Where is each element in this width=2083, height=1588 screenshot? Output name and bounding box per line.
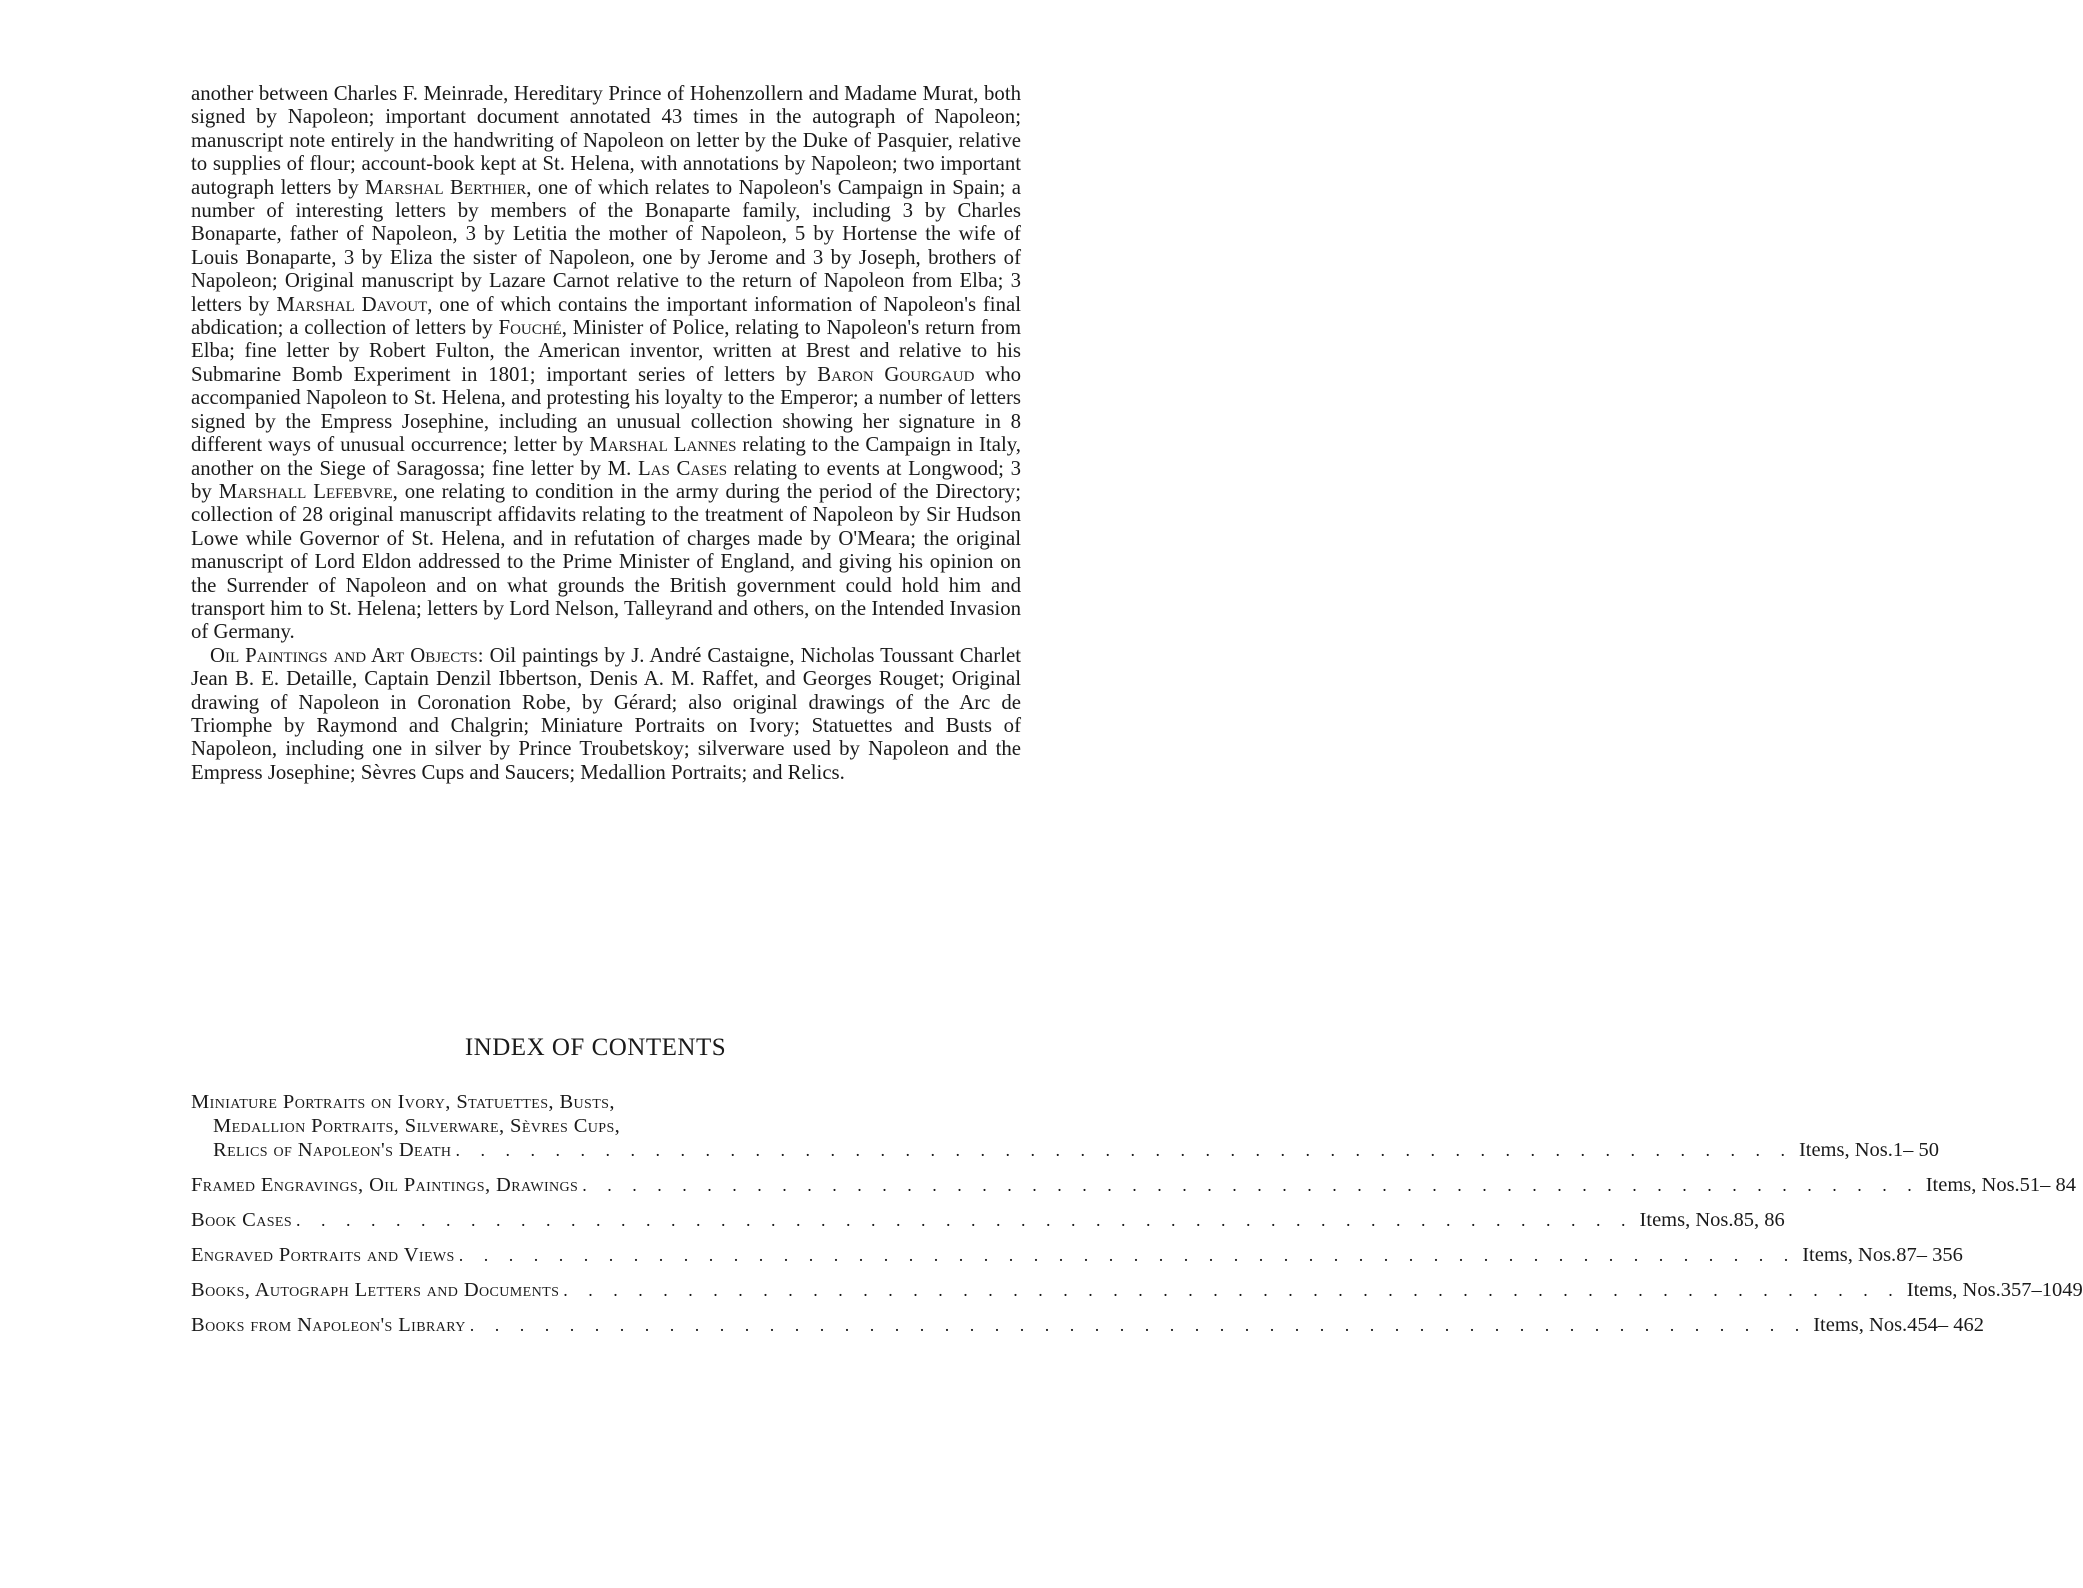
index-entry-napoleon-library <box>191 1313 1985 1337</box>
name-marshal-lannes: Marshal Lannes <box>589 433 737 457</box>
text-run: , Minister of Police, relating to Napoleon's return from Elba; fine letter by Robert Fulton, the American inventor, written at Brest and relative to his Submarine Bomb Experiment in 1801; important series of letters by <box>191 316 1021 386</box>
index-entry-label: Miniature Portraits on Ivory, Statuettes, Busts, <box>191 1091 615 1113</box>
spacer <box>191 1162 1023 1173</box>
index-entry-engraved-portraits <box>191 1243 1963 1267</box>
name-baron-gourgaud: Baron Gourgaud <box>817 362 975 386</box>
spacer <box>191 1232 1023 1243</box>
text-run: : Oil paintings by J. André Castaigne, Nicholas Toussant Charlet Jean B. E. Detaille, Captain Denzil Ibbertson, Denis A. M. Raffet, and Georges Rouget; Original drawing of Napoleon in Coronation Robe, by Gérard; also original drawings of the Arc de Triomphe by Raymond and Chalgrin; Miniature Portraits on Ivory; Statuettes and Busts of Napoleon, including one in silver by Prince Troubetskoy; silverware used by Napoleon and the Empress Josephine; Sèvres Cups and Saucers; Medallion Portraits; and Relics. <box>191 643 1021 784</box>
index-entry-line <box>191 1278 2083 1302</box>
index-entry-line <box>191 1208 1785 1232</box>
items-label: Items, Nos. <box>1639 1209 1734 1231</box>
item-range: 454– 462 <box>1907 1314 1985 1336</box>
item-range: 357–1049 <box>2000 1279 2083 1301</box>
item-range: 87– 356 <box>1896 1244 1963 1266</box>
index-entry-label: Books, Autograph Letters and Documents <box>191 1279 560 1301</box>
name-marshall-lefebvre: Marshall Lefebvre <box>218 479 393 503</box>
dot-leader: . . . . . . . . . . . . . . . . . . . . . . . . . . . . . . . . . . . . . . . . . . . . . . . . . . . . . . <box>469 1315 1808 1335</box>
item-range: 85, 86 <box>1733 1209 1785 1231</box>
item-range: 51– 84 <box>2019 1174 2077 1196</box>
index-entry-books-autographs <box>191 1278 2083 1302</box>
items-label: Items, Nos. <box>1802 1244 1897 1266</box>
spacer <box>191 1197 1023 1208</box>
index-entry-label: Relics of Napoleon's Death <box>213 1139 452 1161</box>
text-run: , one of which contains the important information of Napoleon's final abdication; a collection of letters by <box>191 292 1021 340</box>
dot-leader: . . . . . . . . . . . . . . . . . . . . . . . . . . . . . . . . . . . . . . . . . . . . . . . . . . . . . . <box>296 1210 1634 1230</box>
text-run: , one of which relates to Napoleon's Campaign in Spain; a number of interesting letters by members of the Bonaparte family, including 3 by Charles Bonaparte, father of Napoleon, 3 by Letitia the mother of Napoleon, 5 by Hortense the wife of Louis Bonaparte, 3 by Eliza the sister of Napoleon, one by Jerome and 3 by Joseph, brothers of Napoleon; Original manuscript by Lazare Carnot relative to the return of Napoleon from Elba; 3 letters by <box>191 175 1021 316</box>
paragraph-letters <box>191 82 1021 644</box>
index-entry-label: Engraved Portraits and Views <box>191 1244 455 1266</box>
items-label: Items, Nos. <box>1906 1279 2001 1301</box>
name-fouche: Fouché <box>498 316 562 340</box>
items-label: Items, Nos. <box>1925 1174 2020 1196</box>
spacer <box>191 1267 1023 1278</box>
index-entry-line <box>191 1243 1963 1267</box>
items-label: Items, Nos. <box>1813 1314 1908 1336</box>
index-entry-line <box>191 1138 1940 1162</box>
index-entry-label: Books from Napoleon's Library <box>191 1314 466 1336</box>
name-marshal-berthier: Marshal Berthier <box>365 175 527 199</box>
items-label: Items, Nos. <box>1798 1139 1893 1161</box>
index-of-contents <box>191 1090 2083 1337</box>
text-run: relating to events at Longwood; 3 by <box>191 456 1021 503</box>
index-entry-label: Medallion Portraits, Silverware, Sèvres Cups, <box>213 1115 621 1137</box>
catalogue-description <box>191 82 1021 784</box>
index-entry-label: Book Cases <box>191 1209 293 1231</box>
name-las-cases: Las Cases <box>637 456 728 480</box>
index-entry-label: Framed Engravings, Oil Paintings, Drawings <box>191 1174 579 1196</box>
text-run: who accompanied Napoleon to St. Helena, and protesting his loyalty to the Emperor; a number of letters signed by the Empress Josephine, including an unusual collection showing her signature in 8 different ways of unusual occurrence; letter by <box>191 362 1022 457</box>
spacer <box>191 1302 1023 1313</box>
index-entry-book-cases <box>191 1208 1785 1232</box>
text-run: relating to the Campaign in Italy, another on the Siege of Saragossa; fine letter by M. <box>191 433 1021 480</box>
name-marshal-davout: Marshal Davout <box>276 292 428 316</box>
index-entry-line <box>191 1313 1985 1337</box>
index-entry-line <box>191 1173 2077 1197</box>
text-run: , one relating to condition in the army during the period of the Directory; collection of 28 original manuscript affidavits relating to the treatment of Napoleon by Sir Hudson Lowe while Governor of St. Helena, and in refutation of charges made by O'Meara; the original manuscript of Lord Eldon addressed to the Prime Minister of England, and giving his opinion on the Surrender of Napoleon and on what grounds the British government could hold him and transport him to St. Helena; letters by Lord Nelson, Talleyrand and others, on the Intended Invasion of Germany. <box>191 479 1021 644</box>
index-entry-line <box>191 1114 1023 1138</box>
dot-leader: . . . . . . . . . . . . . . . . . . . . . . . . . . . . . . . . . . . . . . . . . . . . . . . . . . . . . . <box>458 1245 1797 1265</box>
paragraph-oil-paintings <box>191 644 1021 784</box>
index-entry-miniatures <box>191 1090 1940 1162</box>
section-heading-oil-paintings: Oil Paintings and Art Objects <box>210 643 478 667</box>
dot-leader: . . . . . . . . . . . . . . . . . . . . . . . . . . . . . . . . . . . . . . . . . . . . . . . . . . . . . . <box>563 1280 1901 1300</box>
text-run: another between Charles F. Meinrade, Hereditary Prince of Hohenzollern and Madame Murat, both signed by Napoleon; important document annotated 43 times in the autograph of Napoleon; manuscript note entirely in the handwriting of Napoleon on letter by the Duke of Pasquier, relative to supplies of flour; account-book kept at St. Helena, with annotations by Napoleon; two important autograph letters by <box>191 82 1021 199</box>
dot-leader: . . . . . . . . . . . . . . . . . . . . . . . . . . . . . . . . . . . . . . . . . . . . . . . . . . . . . . <box>582 1175 1920 1195</box>
item-range: 1– 50 <box>1892 1139 1940 1161</box>
index-entry-line <box>191 1090 1023 1114</box>
index-title: INDEX OF CONTENTS <box>464 1034 727 1061</box>
dot-leader: . . . . . . . . . . . . . . . . . . . . . . . . . . . . . . . . . . . . . . . . . . . . . . . . . . . . . . <box>455 1140 1793 1160</box>
index-entry-framed-engravings <box>191 1173 2077 1197</box>
